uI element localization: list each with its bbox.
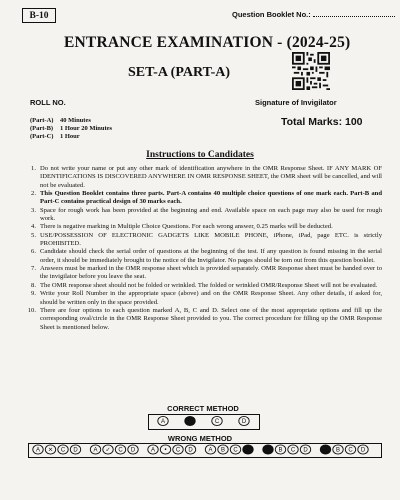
booklet-number-label: Question Booklet No.: — [232, 10, 311, 19]
wrong-bubble — [275, 445, 285, 454]
page-title: ENTRANCE EXAMINATION - (2024-25) — [64, 34, 351, 51]
roll-number-label: ROLL NO. — [30, 98, 66, 107]
instruction-text: Candidate should check the serial order of questions at the beginning of the test. If any question is found missing in the serial order, it should be immediately brought to the notice of the Invigilator. No pages should be torn out from this question booklet. — [40, 248, 382, 264]
wrong-bubble — [358, 445, 368, 454]
set-title: SET-A (PART-A) — [128, 65, 231, 80]
wrong-bubble — [33, 445, 43, 454]
wrong-bubble — [128, 445, 138, 454]
wrong-method-title: WRONG METHOD — [167, 434, 233, 443]
correct-method-title: CORRECT METHOD — [167, 404, 239, 413]
wrong-bubble — [243, 445, 253, 454]
svg-text:D: D — [130, 447, 136, 454]
instruction-number: 7. — [31, 265, 36, 273]
instruction-text: Do not write your name or put any other mark of identification anywhere in the OMR Response Sheet. IF ANY MARK OF IDENTIFICATIONS IS DISCOVERED ANYWHERE IN OMR RESPONSE SHEET, the OMR sheet will be cancelled, and will not be evaluated. — [40, 165, 382, 189]
wrong-bubble — [263, 445, 273, 454]
wrong-bubble — [45, 445, 55, 454]
instruction-number: 3. — [31, 206, 36, 214]
wrong-bubble — [320, 445, 330, 454]
instruction-text: Space for rough work has been provided at the beginning and end. Available space on each page may also be used for rough work. — [40, 206, 382, 223]
wrong-bubble — [160, 445, 170, 454]
svg-text:C: C — [290, 447, 296, 454]
time-value: 40 Minutes — [60, 117, 91, 124]
instruction-text: Write your Roll Number in the appropriate space (above) and on the OMR Response Sheet. Any other details, if asked for, should be written only in the space provided. — [40, 290, 382, 306]
instruction-number: 8. — [31, 281, 36, 289]
wrong-bubble — [173, 445, 183, 454]
wrong-bubble — [205, 445, 215, 454]
wrong-bubble — [288, 445, 298, 454]
wrong-bubble — [58, 445, 68, 454]
instruction-text: This Question Booklet contains three parts. Part-A contains 40 multiple choice questions of one mark each. Part-B and Part-C contains practical design of 30 marks each. — [40, 190, 382, 206]
svg-text:C: C — [348, 447, 353, 454]
svg-text:A: A — [208, 447, 213, 454]
invigilator-signature-label: Signature of Invigilator — [255, 98, 337, 107]
wrong-bubble — [300, 445, 310, 454]
svg-text:✓: ✓ — [105, 447, 111, 454]
svg-text:A: A — [150, 447, 156, 454]
instruction-number: 4. — [31, 223, 36, 231]
svg-text:D: D — [73, 447, 78, 454]
instruction-number: 2. — [31, 190, 36, 198]
instruction-number: 9. — [31, 290, 36, 298]
wrong-bubble — [185, 445, 195, 454]
instruction-text: The OMR response sheet should not be folded or wrinkled. The folded or wrinkled OMR/Response Sheet will not be evaluated. — [40, 281, 378, 289]
time-value: 1 Hour — [60, 133, 80, 140]
wrong-bubble — [115, 445, 125, 454]
instruction-number: 10. — [27, 306, 36, 314]
svg-text:D: D — [360, 447, 366, 454]
svg-text:B: B — [278, 447, 283, 454]
wrong-bubble — [345, 445, 355, 454]
wrong-bubble — [230, 445, 240, 454]
instructions-title: Instructions to Candidates — [146, 150, 254, 160]
svg-text:D: D — [303, 447, 308, 454]
correct-bubble — [158, 416, 168, 425]
svg-text:A: A — [160, 419, 166, 426]
svg-text:•: • — [164, 447, 167, 454]
wrong-bubble — [148, 445, 158, 454]
svg-text:D: D — [188, 447, 193, 454]
wrong-bubble — [70, 445, 80, 454]
time-part: (Part-A) — [30, 117, 54, 124]
instruction-text: USE/POSSESSION OF ELECTRONIC GADGETS LIKE MOBILE PHONE, iPhone, iPad, page ETC. is strictly PROHIBITED. — [40, 231, 382, 248]
svg-text:C: C — [233, 447, 238, 454]
correct-bubble — [239, 416, 249, 425]
time-part: (Part-C) — [30, 133, 54, 140]
wrong-bubble — [90, 445, 100, 454]
instruction-text: There is negative marking in Multiple Choice Questions. For each wrong answer, 0.25 marks will be deducted. — [40, 223, 333, 231]
time-value: 1 Hour 20 Minutes — [60, 125, 113, 132]
svg-text:✕: ✕ — [47, 447, 54, 454]
instruction-number: 6. — [31, 248, 36, 256]
svg-text:C: C — [118, 447, 123, 454]
svg-text:C: C — [175, 447, 181, 454]
svg-text:C: C — [60, 447, 66, 454]
svg-text:C: C — [214, 419, 220, 426]
instruction-number: 5. — [31, 231, 36, 239]
svg-text:B: B — [335, 447, 341, 454]
svg-text:A: A — [93, 447, 98, 454]
instruction-text: Answers must be marked in the OMR response sheet which is provided separately. OMR Response sheet must be handed over to the invigilator before you leave the seat. — [40, 265, 382, 281]
correct-bubble — [185, 416, 195, 425]
wrong-bubble — [333, 445, 343, 454]
svg-text:A: A — [35, 447, 41, 454]
booklet-code: B-10 — [29, 10, 49, 21]
correct-bubble — [212, 416, 222, 425]
svg-text:B: B — [220, 447, 226, 454]
wrong-bubble — [103, 445, 113, 454]
svg-text:D: D — [241, 419, 247, 426]
wrong-bubble — [218, 445, 228, 454]
time-part: (Part-B) — [30, 125, 54, 132]
total-marks: Total Marks: 100 — [281, 116, 363, 128]
instruction-text: There are four options to each question marked A, B, C and D. Select one of the most appropriate options and fill up the corresponding oval/circle in the OMR Response Sheet provided to you. The correct procedure for filling up the OMR Response Sheet is mentioned below. — [40, 306, 382, 331]
instruction-number: 1. — [31, 165, 36, 172]
